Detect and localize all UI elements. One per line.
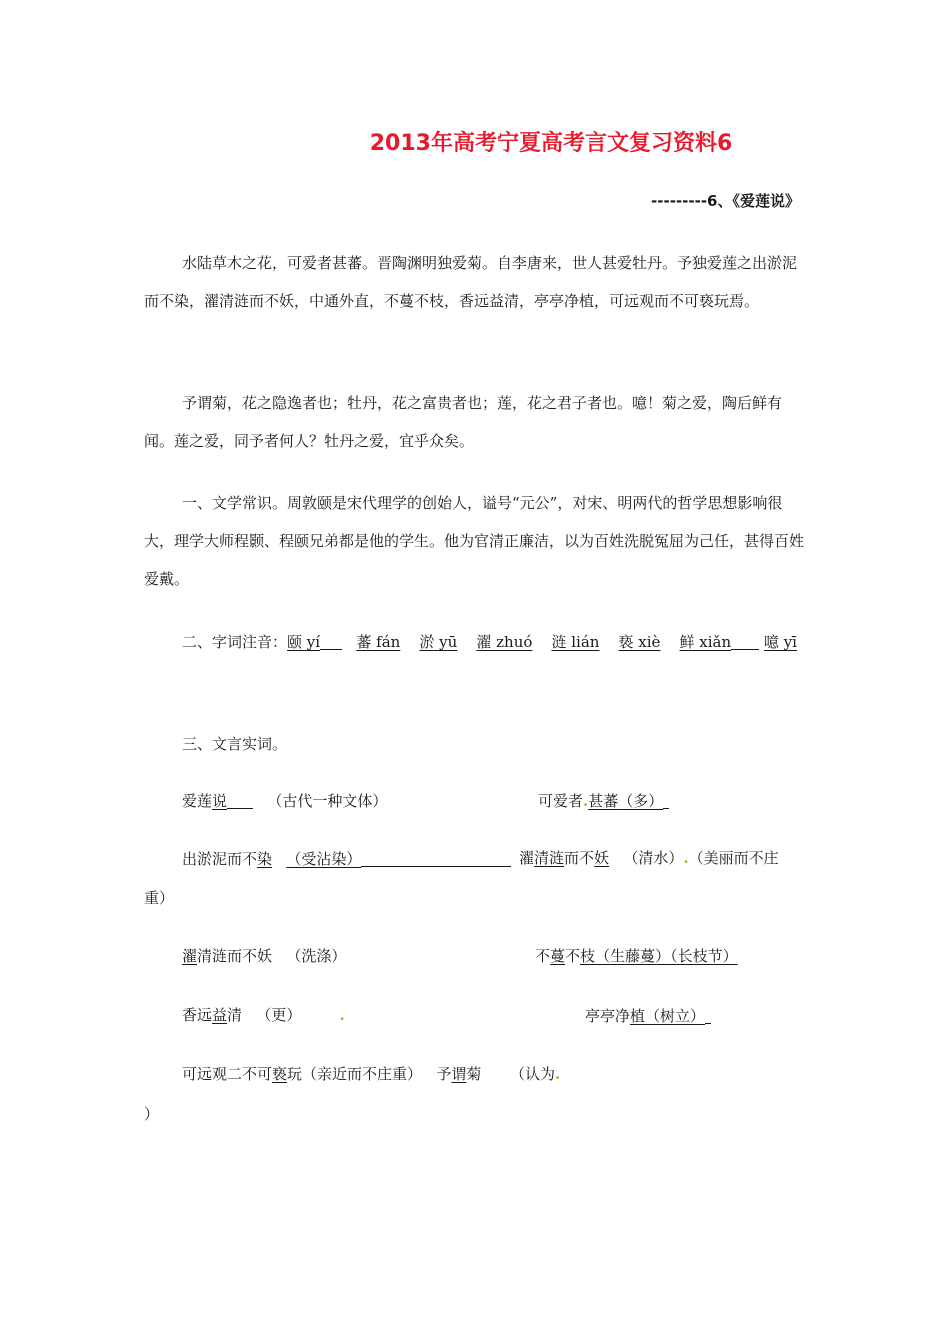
section-vocabulary-heading: 三、文言实词。 <box>182 735 288 753</box>
vocab-entry-continued: ） <box>144 1105 160 1123</box>
vocab-entry: 可远观二不可亵玩（亲近而不庄重） 予谓菊 （认为. <box>182 1065 561 1083</box>
pronunciation-item: 颐 yí <box>287 633 321 651</box>
section-pronunciation <box>144 623 804 661</box>
subtitle: ---------6、《爱莲说》 <box>651 192 800 210</box>
pronunciation-item: 亵 xiè <box>618 633 661 651</box>
vocab-entry: 香远益清 （更） . <box>182 1006 345 1024</box>
pronunciation-label: 二、字词注音： <box>182 633 288 651</box>
pronunciation-item: 蕃 fán <box>356 633 401 651</box>
vocab-entry: 不蔓不枝（生藤蔓）（长枝节） <box>535 947 738 965</box>
pronunciation-item: 淤 yū <box>419 633 458 651</box>
section-literary-knowledge: 一、文学常识。周敦颐是宋代理学的创始人，谥号“元公”，对宋、明两代的哲学思想影响很大，理学大师程颢、程颐兄弟都是他的学生。他为官清正廉洁，以为百姓洗脱冤屈为己任，甚得百姓爱戴。 <box>144 494 805 588</box>
pronunciation-item: 鲜 xiǎn <box>679 633 732 651</box>
vocab-entry: 爱莲说 （古代一种文体） <box>182 792 388 810</box>
passage-paragraph-2: 予谓菊，花之隐逸者也；牡丹，花之富贵者也；莲，花之君子者也。噫！菊之爱，陶后鲜有闻。莲之爱，同予者何人？牡丹之爱，宜乎众矣。 <box>144 394 783 450</box>
pronunciation-item: 噫 yī <box>763 633 797 651</box>
vocab-entry: 出淤泥而不染 （受沾染） <box>182 848 511 869</box>
vocab-entry-continued: 重） <box>144 889 175 907</box>
page-title: 2013年高考宁夏高考言文复习资料6 <box>369 131 733 156</box>
vocab-entry: 亭亭净植（树立） <box>585 1005 711 1026</box>
passage-paragraph-1: 水陆草木之花，可爱者甚蕃。晋陶渊明独爱菊。自李唐来，世人甚爱牡丹。予独爱莲之出淤泥而不染，濯清涟而不妖，中通外直，不蔓不枝，香远益清，亭亭净植，可远观而不可亵玩焉。 <box>144 254 798 310</box>
vocab-entry: 可爱者.甚蕃（多） <box>538 790 669 811</box>
pronunciation-item: 涟 lián <box>551 633 600 651</box>
vocab-entry: 濯清涟而不妖 （洗涤） <box>182 947 347 965</box>
vocab-entry: 濯清涟而不妖 （清水）.（美丽而不庄 <box>519 849 779 867</box>
pronunciation-item: 濯 zhuó <box>476 633 533 651</box>
